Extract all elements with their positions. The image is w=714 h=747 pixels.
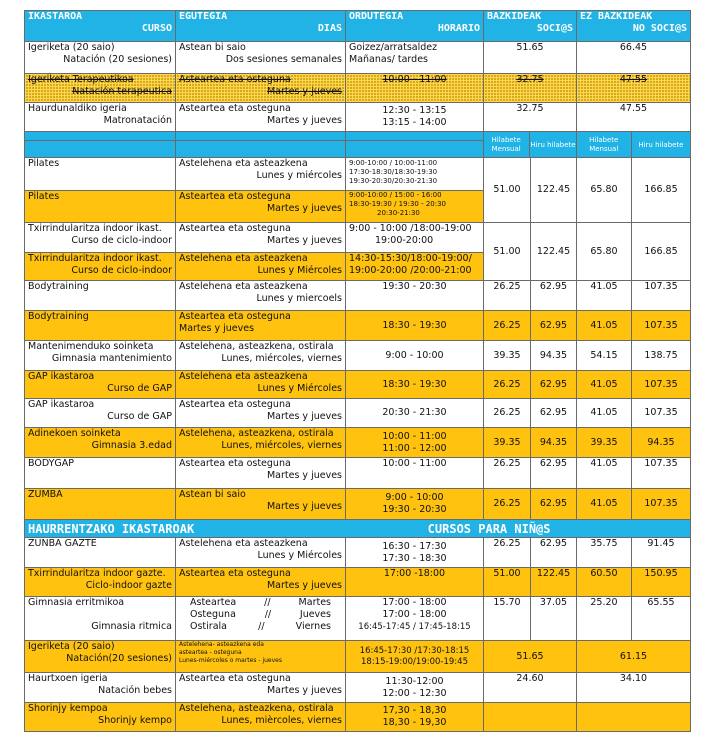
cell-text: 10:00 - 11:00: [382, 74, 447, 85]
cell-text: Astelehena eta asteazkena: [179, 253, 308, 264]
cell-text: Astean bi saio: [179, 489, 246, 500]
table-cell: Pilates: [25, 191, 176, 223]
table-cell: [346, 141, 484, 158]
table-cell: 62.95: [531, 538, 577, 568]
table-cell: 41.05: [577, 311, 632, 341]
cell-text: Lunes y miercoels: [256, 293, 342, 304]
table-cell: 19:30 - 20:30: [346, 281, 484, 311]
cell-text: 19:00-20:00: [375, 235, 434, 246]
cell-text: 17:00 - 18:00: [382, 597, 447, 608]
cell-text: Shorinjy kempoa: [28, 703, 108, 714]
table-cell: 62.95: [531, 371, 577, 399]
table-cell: 62.95: [531, 399, 577, 428]
cell-text: //: [258, 621, 265, 632]
table-cell: 26.25: [484, 281, 531, 311]
table-cell: 41.05: [577, 281, 632, 311]
table-cell: [25, 428, 176, 458]
table-cell: [176, 42, 346, 74]
table-cell: 39.35: [484, 428, 531, 458]
cell-text: GAP ikastaroa: [28, 371, 95, 382]
cell-text: CURSO: [141, 23, 172, 34]
cell-text: 16:45-17:30 /17:30-18:15: [359, 645, 470, 656]
cell-text: Natación (20 sesiones): [63, 54, 172, 65]
cell-text: Astelehena eta asteazkena: [179, 158, 308, 169]
table-cell: [484, 74, 577, 103]
cell-text: Lunes y Miércoles: [257, 265, 342, 276]
table-cell: 62.95: [531, 311, 577, 341]
cell-text: Mañanas/ tardes: [349, 54, 428, 65]
table-cell: 150.95: [632, 568, 691, 597]
section-title-es: CURSOS PARA NIÑ@S: [427, 521, 551, 536]
cell-text: 16:30 - 17:30: [382, 540, 447, 552]
cell-text: Asteartea eta osteguna: [179, 191, 291, 202]
table-cell: [25, 253, 176, 281]
cell-text: DIAS: [317, 23, 342, 34]
table-cell: [346, 42, 484, 74]
header-schedule: [346, 11, 484, 42]
table-cell: ZUNBA GAZTE: [25, 538, 176, 568]
cell-text: 18:30-19:30 / 19:30 - 20:30: [349, 200, 447, 208]
table-cell: [25, 141, 176, 158]
table-cell: [25, 371, 176, 399]
table-cell: [176, 191, 346, 223]
cell-text: 9:00 - 10:00: [385, 492, 444, 503]
cell-text: asteartea - osteguna: [179, 649, 242, 656]
table-cell: [346, 489, 484, 520]
table-row: [25, 673, 691, 703]
table-cell: 41.05: [577, 489, 632, 520]
table-cell: [176, 641, 346, 673]
table-cell: [577, 74, 691, 103]
table-row: [25, 42, 691, 74]
cell-text: Viernes: [295, 621, 331, 632]
header-days: [176, 11, 346, 42]
table-row: [25, 538, 691, 568]
cell-text: Igeriketa (20 saio): [28, 42, 115, 53]
cell-text: 17:00 - 18:00: [382, 609, 447, 620]
table-cell: [176, 399, 346, 428]
table-cell: 26.25: [484, 458, 531, 489]
cell-text: Martes y jueves: [266, 580, 342, 591]
table-cell: 24.60: [484, 673, 577, 703]
cell-text: ORDUTEGIA: [349, 11, 404, 22]
cell-text: Astean bi saio: [179, 42, 246, 53]
table-cell: 18:30 - 19:30: [346, 311, 484, 341]
table-cell: [25, 520, 551, 538]
cell-text: BAZKIDEAK: [487, 11, 542, 22]
cell-text: 10:00 - 11:00: [382, 430, 447, 442]
table-cell: 122.45: [531, 568, 577, 597]
table-cell: 107.35: [632, 311, 691, 341]
cell-text: Shorinjy kempo: [98, 715, 172, 726]
table-cell: 35.75: [577, 538, 632, 568]
cell-text: Asteartea eta osteguna: [179, 568, 291, 579]
table-cell: 122.45: [531, 158, 577, 223]
cell-text: 12:30 - 13:15: [382, 105, 447, 116]
table-row: [25, 428, 691, 458]
table-cell: 65.80: [577, 158, 632, 223]
table-cell: [346, 253, 484, 281]
cell-text: Curso de GAP: [107, 383, 172, 394]
table-cell: [25, 597, 176, 641]
subheader-monthly-nonmembers: Hilabete Mensual: [577, 132, 632, 158]
cell-text: Asteartea eta osteguna: [179, 673, 291, 684]
cell-text: Martes y jueves: [266, 501, 342, 512]
schedule-table: [24, 10, 691, 732]
table-cell: 94.35: [531, 341, 577, 371]
table-row: [25, 281, 691, 311]
table-cell: [176, 568, 346, 597]
table-row: [25, 371, 691, 399]
table-cell: 107.35: [632, 489, 691, 520]
cell-text: Igeriketa Terapeutikoa: [28, 74, 134, 85]
table-cell: 41.05: [577, 399, 632, 428]
cell-text: Ostirala: [190, 621, 227, 632]
cell-text: Astelehena, asteazkena, ostirala: [179, 428, 334, 439]
schedule-sheet: [24, 10, 690, 732]
table-cell: [346, 132, 484, 141]
price-subheader: [483, 132, 690, 158]
table-cell: 26.25: [484, 489, 531, 520]
table-cell: [346, 103, 484, 132]
cell-text: Martes y jueves: [266, 115, 342, 126]
cell-text: //: [264, 609, 272, 620]
cell-text: Martes y jueves: [179, 323, 255, 334]
cell-text: Asteartea eta osteguna: [179, 223, 291, 234]
cell-text: Astelehena eta asteazkena: [179, 281, 308, 292]
cell-text: 12:00 - 12:30: [382, 687, 447, 699]
table-row: [25, 458, 691, 489]
table-cell: BODYGAP: [25, 458, 176, 489]
table-cell: 107.35: [632, 371, 691, 399]
cell-text: Adinekoen soinketa: [28, 428, 121, 439]
header-course: [25, 11, 176, 42]
table-row: [25, 489, 691, 520]
cell-text: Curso de ciclo-indoor: [71, 265, 172, 276]
cell-text: [28, 609, 172, 621]
table-cell: [176, 428, 346, 458]
table-cell: 60.50: [577, 568, 632, 597]
cell-text: Curso de GAP: [107, 411, 172, 422]
cell-text: 47.55: [619, 74, 648, 85]
cell-text: Jueves: [299, 609, 331, 620]
cell-text: Lunes y Miércoles: [257, 550, 342, 561]
table-cell: 66.45: [577, 42, 691, 74]
table-cell: 62.95: [531, 489, 577, 520]
cell-text: Gimnasia erritmikoa: [28, 597, 125, 608]
cell-text: Igeriketa (20 saio): [28, 641, 115, 652]
table-cell: 51.00: [484, 158, 531, 223]
cell-text: 9:00-10:00 / 10:00-11:00: [349, 159, 438, 167]
cell-text: Astelehena eta asteazkena: [179, 538, 308, 549]
table-cell: [25, 223, 176, 253]
table-cell: 107.35: [632, 281, 691, 311]
cell-text: Asteartea eta osteguna: [179, 458, 291, 469]
table-cell: [25, 74, 176, 103]
table-cell: [346, 597, 484, 641]
table-cell: 54.15: [577, 341, 632, 371]
table-cell: [346, 673, 484, 703]
table-cell: 10:00 - 11:00: [346, 458, 484, 489]
table-cell: 138.75: [632, 341, 691, 371]
cell-text: 19:30 - 20:30: [382, 504, 447, 515]
cell-text: Osteguna: [190, 609, 236, 620]
cell-text: Martes y jueves: [266, 235, 342, 246]
table-row: [25, 703, 691, 732]
table-cell: 122.45: [531, 223, 577, 281]
cell-text: GAP ikastaroa: [28, 399, 95, 410]
cell-text: Martes: [298, 597, 331, 608]
cell-text: 16:45-17:45 / 17:45-18:15: [358, 622, 471, 632]
table-cell: 37.05: [531, 597, 577, 641]
cell-text: 18,30 - 19,30: [382, 717, 447, 728]
cell-text: Martes y jueves: [266, 86, 342, 97]
cell-text: Gimnasia mantenimiento: [51, 353, 172, 364]
table-row: [25, 597, 691, 641]
table-cell: 17:00 -18:00: [346, 568, 484, 597]
table-cell: [25, 103, 176, 132]
table-cell: 107.35: [632, 458, 691, 489]
table-cell: [346, 703, 484, 732]
cell-text: Lunes, mièrcoles, viernes: [221, 715, 342, 726]
cell-text: Asteartea eta osteguna: [179, 399, 291, 410]
table-cell: [25, 42, 176, 74]
cell-text: Martes y jueves: [266, 470, 342, 481]
table-cell: 47.55: [577, 103, 691, 132]
table-cell: [176, 223, 346, 253]
cell-text: EZ BAZKIDEAK: [580, 11, 653, 22]
table-cell: [484, 703, 577, 732]
cell-text: Asteartea: [190, 597, 237, 608]
table-row: [25, 341, 691, 371]
cell-text: 19:30-20:30/20:30-21:30: [349, 177, 438, 185]
table-cell: [346, 428, 484, 458]
table-cell: [176, 253, 346, 281]
cell-text: Astelehena, asteazkena, ostirala: [179, 341, 334, 352]
table-cell: [176, 538, 346, 568]
cell-text: 11:00 - 12:00: [382, 442, 447, 454]
cell-text: 9:00 - 10:00 /18:00-19:00: [349, 223, 472, 234]
table-cell: 91.45: [632, 538, 691, 568]
cell-text: 18:15-19:00/19:00-19:45: [361, 656, 468, 667]
table-row: [25, 399, 691, 428]
cell-text: Asteartea eta osteguna: [179, 103, 291, 114]
table-cell: 34.10: [577, 673, 691, 703]
cell-text: Haurtxoen igeria: [28, 673, 108, 684]
cell-text: Dos sesiones semanales: [225, 54, 342, 65]
table-cell: [346, 538, 484, 568]
table-cell: 26.25: [484, 311, 531, 341]
table-cell: 51.00: [484, 223, 531, 281]
cell-text: Gimnasia 3.edad: [91, 440, 172, 451]
table-cell: [25, 568, 176, 597]
table-row: [25, 311, 691, 341]
cell-text: Asteartea eta osteguna: [179, 74, 291, 85]
table-cell: [176, 371, 346, 399]
cell-text: Martes y jueves: [266, 203, 342, 214]
cell-text: IKASTAROA: [28, 11, 83, 22]
table-cell: [577, 703, 691, 732]
table-row: [25, 158, 691, 191]
cell-text: Haurdunaldiko igeria: [28, 103, 127, 114]
table-cell: 9:00 - 10:00: [346, 341, 484, 371]
table-cell: [346, 74, 484, 103]
subheader-quarter-nonmembers: Hiru hilabete: [638, 140, 684, 149]
table-cell: 166.85: [632, 158, 691, 223]
table-cell: [25, 399, 176, 428]
table-cell: [25, 641, 176, 673]
table-cell: 18:30 - 19:30: [346, 371, 484, 399]
cell-text: SOCI@S: [536, 23, 573, 34]
cell-text: 9:00-10:00 / 15:00 - 16:00: [349, 191, 442, 199]
subheader-quarter-members: Hiru hilabete: [530, 132, 576, 158]
header-nonmembers: [577, 11, 691, 42]
cell-text: Astelehena, asteazkena, ostirala: [179, 703, 334, 714]
table-cell: Pilates: [25, 158, 176, 191]
cell-text: Lunes y Miércoles: [257, 383, 342, 394]
table-row: [25, 74, 691, 103]
cell-text: 14:30-15:30/18:00-19:00/: [349, 253, 472, 264]
section-title-eu: HAURRENTZAKO IKASTAROAK: [28, 521, 195, 536]
cell-text: Astelehena- asteazkena eda: [179, 641, 264, 648]
table-cell: [176, 74, 346, 103]
table-cell: [176, 132, 346, 141]
table-cell: [176, 673, 346, 703]
cell-text: EGUTEGIA: [179, 11, 228, 22]
table-cell: [176, 458, 346, 489]
cell-text: NO SOCI@S: [632, 23, 687, 34]
table-cell: Bodytraining: [25, 281, 176, 311]
cell-text: 17,30 - 18,30: [382, 705, 447, 716]
table-cell: 15.70: [484, 597, 531, 641]
table-cell: 51.65: [484, 42, 577, 74]
table-row: [25, 103, 691, 132]
cell-text: Martes y jueves: [266, 411, 342, 422]
cell-text: Martes y jueves: [266, 685, 342, 696]
table-cell: 51.00: [484, 568, 531, 597]
cell-text: Ciclo-indoor gazte: [85, 580, 172, 591]
table-cell: [346, 641, 484, 673]
table-cell: [25, 673, 176, 703]
table-cell: [176, 141, 346, 158]
cell-text: 17:30 - 18:30: [382, 552, 447, 564]
table-cell: 65.80: [577, 223, 632, 281]
cell-text: Astelehena eta asteazkena: [179, 371, 308, 382]
table-cell: 94.35: [531, 428, 577, 458]
table-cell: [176, 311, 346, 341]
table-cell: 61.15: [577, 641, 691, 673]
table-cell: Bodytraining: [25, 311, 176, 341]
table-cell: ZUMBA: [25, 489, 176, 520]
table-cell: [25, 341, 176, 371]
table-row: [25, 223, 691, 253]
table-cell: [176, 281, 346, 311]
cell-text: Lunes, miércoles, viernes: [221, 353, 342, 364]
cell-text: Curso de ciclo-indoor: [71, 235, 172, 246]
table-cell: [176, 341, 346, 371]
table-header: [25, 11, 691, 42]
table-cell: 32.75: [484, 103, 577, 132]
cell-text: 19:00-20:00 /20:00-21:00: [349, 265, 472, 276]
table-cell: [346, 223, 484, 253]
table-row: [25, 641, 691, 673]
cell-text: Lunes y miércoles: [256, 170, 342, 181]
table-cell: 20:30 - 21:30: [346, 399, 484, 428]
cell-text: Lunes-miércoles o martes - jueves: [179, 657, 282, 664]
table-cell: 39.35: [484, 341, 531, 371]
table-cell: [176, 103, 346, 132]
table-cell: 65.55: [632, 597, 691, 641]
header-members: [484, 11, 577, 42]
cell-text: Goizez/arratsaldez: [349, 42, 438, 53]
cell-text: 13:15 - 14:00: [382, 117, 447, 128]
table-cell: [176, 489, 346, 520]
cell-text: Txirrindularitza indoor ikast.: [28, 253, 162, 264]
table-cell: 26.25: [484, 538, 531, 568]
cell-text: Mantenimenduko soinketa: [28, 341, 154, 352]
table-cell: [346, 191, 484, 223]
cell-text: Natación(20 sesiones): [66, 653, 172, 664]
table-cell: 41.05: [577, 371, 632, 399]
cell-text: 17:30-18:30/18:30-19:30: [349, 168, 438, 176]
table-cell: 107.35: [632, 399, 691, 428]
table-row: [25, 568, 691, 597]
cell-text: Asteartea eta osteguna: [179, 311, 291, 322]
cell-text: Gimnasia ritmica: [91, 621, 172, 632]
table-cell: 39.35: [577, 428, 632, 458]
subheader-monthly-members: Hilabete Mensual: [483, 132, 530, 158]
table-cell: 26.25: [484, 371, 531, 399]
table-cell: 62.95: [531, 458, 577, 489]
table-cell: [25, 132, 176, 141]
table-cell: 94.35: [632, 428, 691, 458]
cell-text: //: [264, 597, 271, 608]
table-cell: [176, 158, 346, 191]
cell-text: Txirrindularitza indoor ikast.: [28, 223, 162, 234]
cell-text: 32.75: [516, 74, 544, 85]
table-cell: 166.85: [632, 223, 691, 281]
cell-text: Txirrindularitza indoor gazte.: [28, 568, 166, 579]
cell-text: 20:30-21:30: [377, 209, 420, 217]
table-cell: [25, 703, 176, 732]
table-cell: [346, 158, 484, 191]
cell-text: 11:30-12:00: [385, 675, 444, 687]
table-cell: 51.65: [484, 641, 577, 673]
cell-text: HORARIO: [437, 23, 480, 34]
table-cell: 25.20: [577, 597, 632, 641]
kids-section-header: [25, 520, 691, 538]
cell-text: Natación terapeutica: [72, 86, 172, 97]
table-cell: [176, 703, 346, 732]
table-cell: 62.95: [531, 281, 577, 311]
table-cell: 41.05: [577, 458, 632, 489]
cell-text: Natación bebes: [98, 685, 172, 696]
table-cell: [176, 597, 346, 641]
cell-text: Lunes, miércoles, viernes: [221, 440, 342, 451]
table-cell: 26.25: [484, 399, 531, 428]
cell-text: Matronatación: [103, 115, 172, 126]
